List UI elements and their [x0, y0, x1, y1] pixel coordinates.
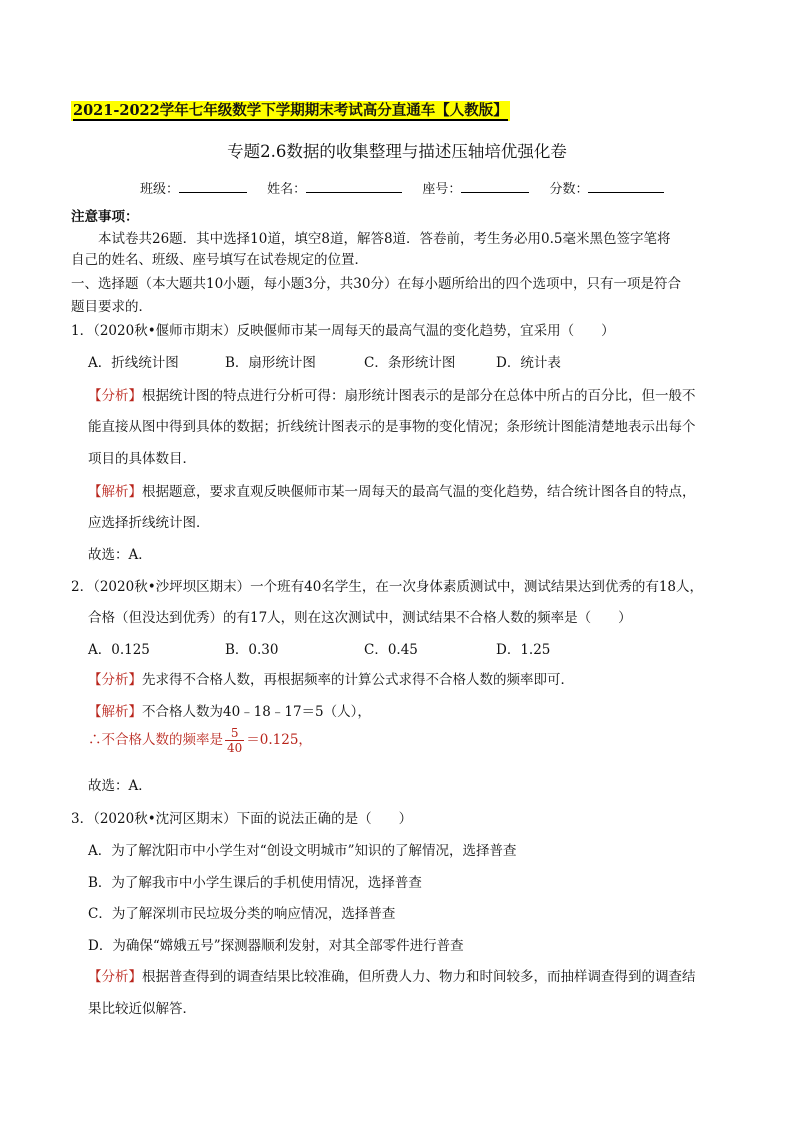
q2-solution: 【解析】不合格人数为40﹣18﹣17＝5（人），: [88, 704, 371, 720]
q1-answer: 故选：A．: [88, 547, 152, 563]
q1-solution-line-2: 应选择折线统计图．: [88, 515, 210, 531]
section-1-heading: 一、选择题（本大题共10小题，每小题3分，共30分）在每小题所给出的四个选项中，只有一项是符合: [71, 276, 681, 292]
q1-option-c: C．条形统计图: [364, 355, 456, 371]
q3-option-b: B．为了解我市中小学生课后的手机使用情况，选择普查: [88, 875, 422, 891]
q3-analysis-line-2: 果比较近似解答．: [88, 1001, 196, 1017]
q2-option-c: C．0.45: [364, 642, 418, 658]
question-2-stem: 2．（2020秋•沙坪坝区期末）一个班有40名学生，在一次身体素质测试中，测试结果达到优秀的有18人，: [71, 579, 704, 595]
notes-line-2: 自己的姓名、班级、座号填写在试卷规定的位置．: [71, 252, 368, 268]
q3-option-d: D．为确保“嫦娥五号”探测器顺利发射，对其全部零件进行普查: [88, 938, 464, 954]
q3-option-a: A．为了解沈阳市中小学生对“创设文明城市”知识的了解情况，选择普查: [88, 843, 517, 859]
score-blank: [588, 180, 664, 193]
q2-option-d: D．1.25: [496, 642, 551, 658]
q2-analysis: 【分析】先求得不合格人数，再根据频率的计算公式求得不合格人数的频率即可．: [88, 672, 574, 688]
q3-option-c: C．为了解深圳市民垃圾分类的响应情况，选择普查: [88, 906, 396, 922]
seat-field: 座号：: [422, 178, 529, 197]
q1-analysis: 【分析】根据统计图的特点进行分析可得：扇形统计图表示的是部分在总体中所占的百分比，但一般不: [88, 388, 696, 404]
q1-solution: 【解析】根据题意，要求直观反映偃师市某一周每天的最高气温的变化趋势，结合统计图各自的特点，: [88, 484, 696, 500]
class-field: 班级：: [140, 178, 247, 197]
q1-option-b: B．扇形统计图: [225, 355, 316, 371]
section-1-heading-cont: 题目要求的．: [71, 299, 152, 315]
series-banner-text: 2021-2022学年七年级数学下学期期末考试高分直通车【人教版】: [73, 102, 508, 119]
notes-line-1: 本试卷共26题．其中选择10道，填空8道，解答8道．答卷前，考生务必用0.5毫米黑色签字笔将: [98, 231, 671, 247]
q1-option-d: D．统计表: [496, 355, 561, 371]
seat-blank: [461, 180, 529, 193]
q2-solution-line-2: ∴不合格人数的频率是 $\frac{5}{40}$ ＝0.125，: [88, 726, 312, 755]
class-blank: [179, 180, 247, 193]
name-blank: [306, 180, 402, 193]
question-1-stem: 1．（2020秋•偃师市期末）反映偃师市某一周每天的最高气温的变化趋势，宜采用（ ）: [71, 323, 615, 339]
name-field: 姓名：: [267, 178, 402, 197]
q1-analysis-line-2: 能直接从图中得到具体的数据；折线统计图表示的是事物的变化情况；条形统计图能清楚地表示出每个: [88, 419, 696, 435]
question-2-stem-line-2: 合格（但没达到优秀）的有17人，则在这次测试中，测试结果不合格人数的频率是（ ）: [88, 610, 632, 626]
score-field: 分数：: [549, 178, 664, 197]
notes-heading: 注意事项：: [71, 209, 139, 225]
question-3-stem: 3．（2020秋•沈河区期末）下面的说法正确的是（ ）: [71, 811, 413, 827]
q2-option-a: A．0.125: [88, 642, 150, 658]
student-info-fields: [140, 178, 680, 197]
q1-analysis-line-3: 项目的具体数目．: [88, 451, 196, 467]
series-banner: [71, 101, 510, 121]
q1-option-a: A．折线统计图: [88, 355, 179, 371]
q2-option-b: B．0.30: [225, 642, 279, 658]
q2-answer: 故选：A．: [88, 778, 152, 794]
fraction: $\frac{5}{40}$: [227, 726, 243, 755]
q3-analysis: 【分析】根据普查得到的调查结果比较准确，但所费人力、物力和时间较多，而抽样调查得到的调查结: [88, 969, 696, 985]
page-title: 专题2.6数据的收集整理与描述压轴培优强化卷: [227, 142, 567, 161]
